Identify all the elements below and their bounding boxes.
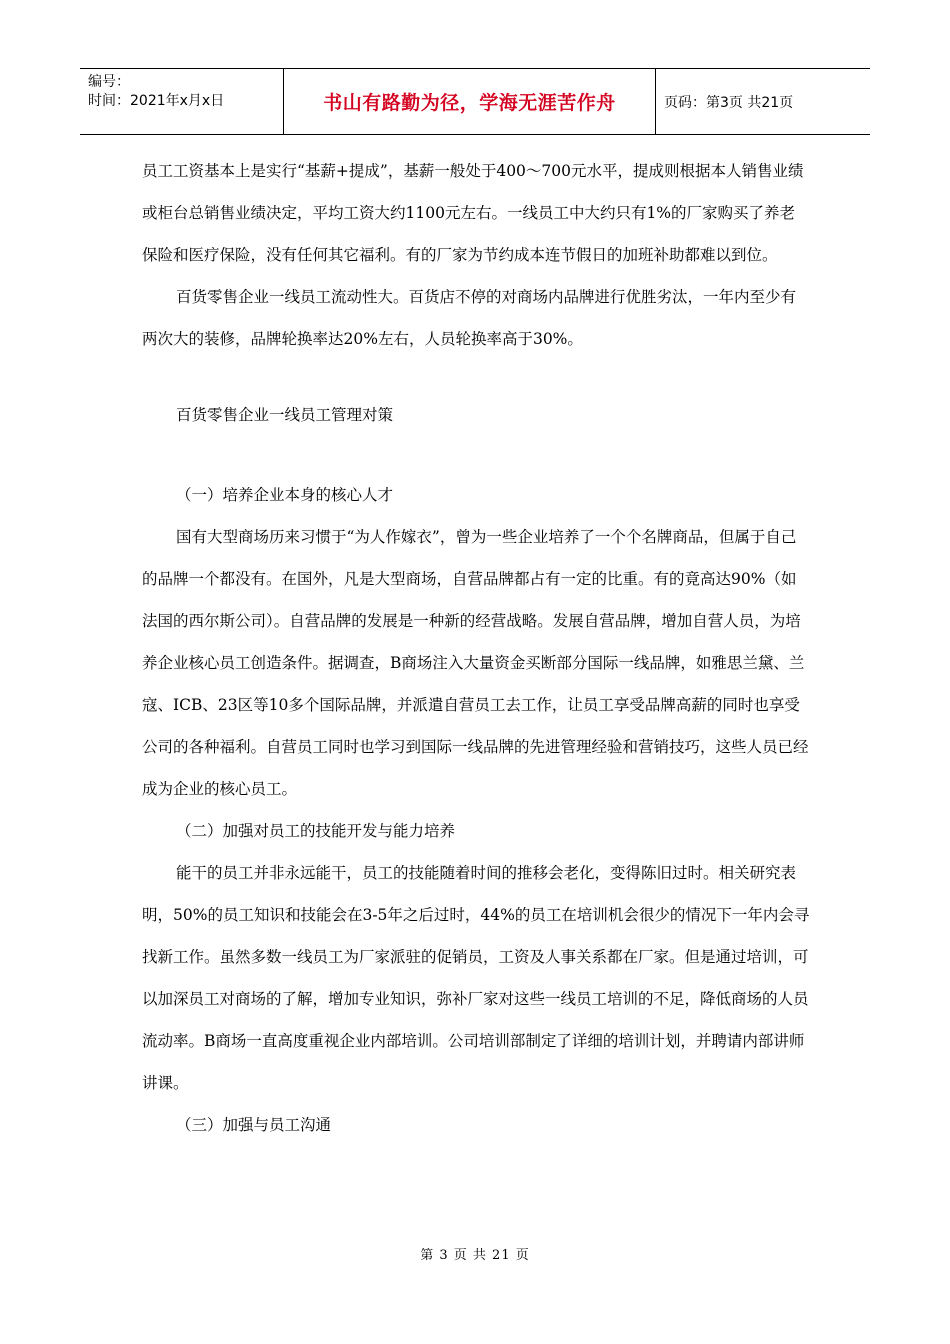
section-title-skill-development: （二）加强对员工的技能开发与能力培养 [176,822,456,840]
paragraph-skill-development: 能干的员工并非永远能干，员工的技能随着时间的推移会老化，变得陈旧过时。相关研究表明，50%的员工知识和技能会在3-5年之后过时，44%的员工在培训机会很少的情况下一年内会寻找新工作。虽然多数一线员工为厂家派驻的促销员，工资及人事关系都在厂家。但是通过培训，可以加深员工对商场的了解，增加专业知识，弥补厂家对这些一线员工培训的不足，降低商场的人员流动率。B商场一直高度重视企业内部培训。公司培训部制定了详细的培训计划，并聘请内部讲师讲课。 [142,864,810,1092]
page-header [80,68,870,135]
paragraph-turnover: 百货零售企业一线员工流动性大。百货店不停的对商场内品牌进行优胜劣汰，一年内至少有两次大的装修，品牌轮换率达20%左右，人员轮换率高于30%。 [142,288,797,348]
document-number-label: 编号： [88,74,130,90]
header-page-info: 页码：第3页 共21页 [664,94,794,111]
header-meta [80,69,283,134]
header-motto: 书山有路勤为径，学海无涯苦作舟 [283,69,656,134]
section-title-communication: （三）加强与员工沟通 [176,1116,332,1134]
document-body [142,150,810,1146]
paragraph-wages: 员工工资基本上是实行“基薪+提成”，基薪一般处于400～700元水平，提成则根据本人销售业绩或柜台总销售业绩决定，平均工资大约1100元左右。一线员工中大约只有1%的厂家购买了养老保险和医疗保险，没有任何其它福利。有的厂家为节约成本连节假日的加班补助都难以到位。 [142,162,804,264]
section-heading: 百货零售企业一线员工管理对策 [176,406,394,424]
document-date: 时间：2021年x月x日 [88,93,225,109]
section-title-core-talent: （一）培养企业本身的核心人才 [176,486,394,504]
paragraph-core-talent: 国有大型商场历来习惯于“为人作嫁衣”，曾为一些企业培养了一个个名牌商品，但属于自己的品牌一个都没有。在国外，凡是大型商场，自营品牌都占有一定的比重。有的竟高达90%（如法国的西尔斯公司）。自营品牌的发展是一种新的经营战略。发展自营品牌，增加自营人员，为培养企业核心员工创造条件。据调查，B商场注入大量资金买断部分国际一线品牌，如雅思兰黛、兰寇、ICB、23区等10多个国际品牌，并派遣自营员工去工作，让员工享受品牌高薪的同时也享受公司的各种福利。自营员工同时也学习到国际一线品牌的先进管理经验和营销技巧，这些人员已经成为企业的核心员工。 [142,528,809,798]
page-footer: 第 3 页 共 21 页 [420,1248,530,1263]
